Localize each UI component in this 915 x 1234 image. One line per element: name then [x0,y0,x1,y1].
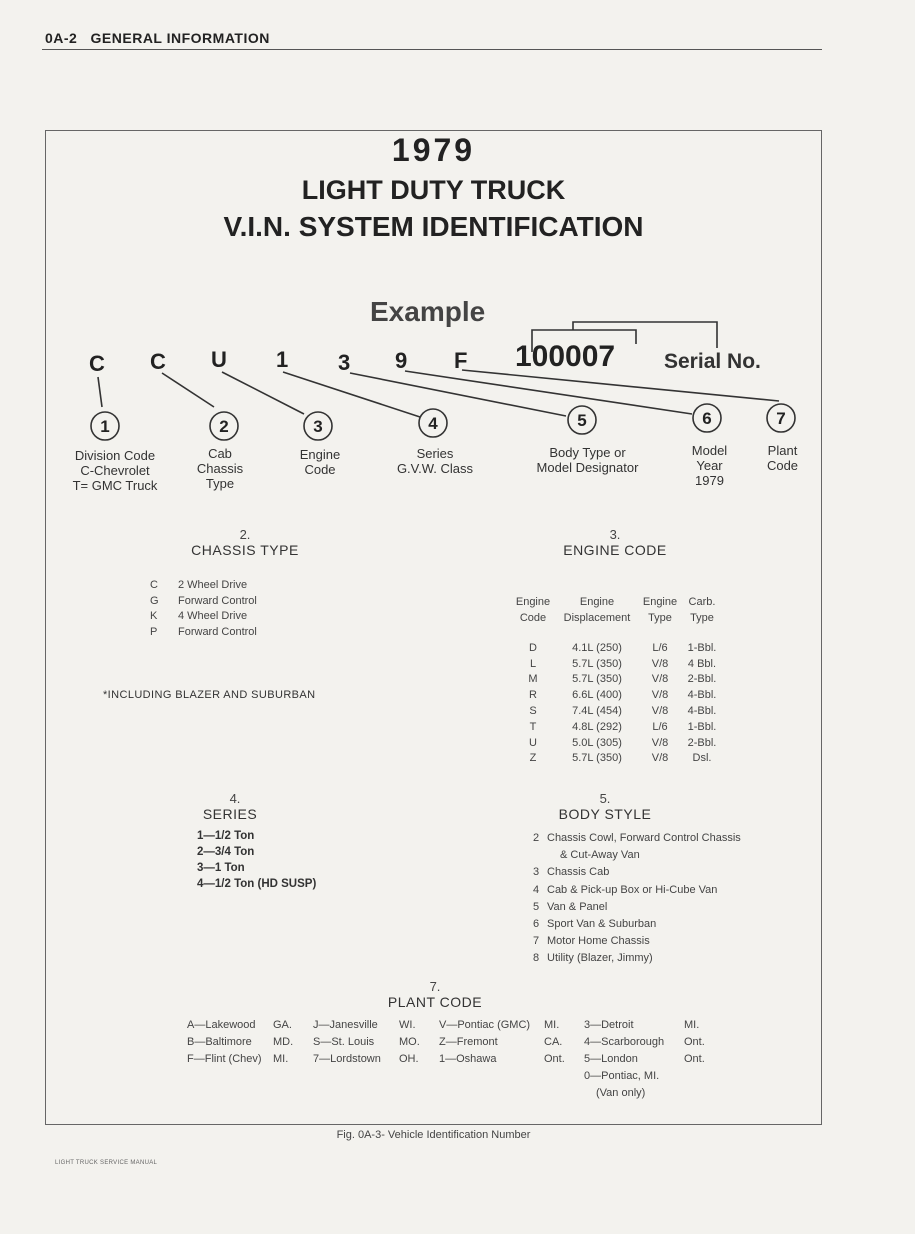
chassis-item: P Forward Control [150,626,257,639]
position-number-5: 5 [577,411,587,430]
chassis-note: *INCLUDING BLAZER AND SUBURBAN [103,689,316,701]
body-item: 7 Motor Home Chassis [533,935,650,948]
body-list [533,830,741,968]
vin-char-4: 1 [276,347,289,372]
engine-table [510,594,722,766]
table-row: D 4.1L (250) L/6 1-Bbl. [529,641,717,654]
vin-char-2: C [150,349,166,374]
table-row: (Van only) [596,1086,646,1099]
series-section-title: SERIES [202,806,258,822]
serial-label: Serial No. [664,350,761,373]
connector-3 [222,372,304,414]
vin-char-7: F [454,348,468,373]
engine-section-title: ENGINE CODE [563,542,667,558]
chassis-list [150,578,257,641]
engine-header-row-1: Engine Engine Engine Carb. [515,596,716,608]
body-section-number: 5. [599,791,611,806]
table-row: F—Flint (Chev) MI. 7—Lordstown OH. 1—Oshawa Ont. 5—London Ont. [187,1052,705,1065]
position-number-6: 6 [702,409,712,428]
body-item-continued: & Cut-Away Van [560,849,640,862]
section-title: GENERAL INFORMATION [90,30,270,46]
title-year: 1979 [391,132,476,168]
position-number-3: 3 [313,417,323,436]
engine-header-row-2: Code Displacement Type Type [519,612,714,624]
series-item: 4—1/2 Ton (HD SUSP) [197,878,317,890]
table-row: T 4.8L (292) L/6 1-Bbl. [529,720,717,733]
body-item: 8 Utility (Blazer, Jimmy) [533,952,653,965]
chassis-section-title: CHASSIS TYPE [191,542,299,558]
position-label-5: Body Type or Model Designator [536,445,639,475]
vin-char-6: 9 [395,348,408,373]
chassis-section-number: 2. [239,527,251,542]
position-label-4: Series G.V.W. Class [396,446,474,476]
table-row: B—Baltimore MD. S—St. Louis MO. Z—Fremont CA. 4—Scarborough Ont. [187,1035,705,1048]
page-footer: LIGHT TRUCK SERVICE MANUAL [55,1160,158,1166]
plant-section-number: 7. [429,979,441,994]
position-label-6: Model Year 1979 [691,443,728,488]
table-row: S 7.4L (454) V/8 4-Bbl. [529,705,717,718]
chassis-item: K 4 Wheel Drive [150,610,248,623]
position-number-4: 4 [428,414,438,433]
series-item: 2—3/4 Ton [197,846,255,858]
plant-table [187,1016,714,1101]
serial-number: 100007 [515,340,616,373]
chassis-item: G Forward Control [150,594,257,607]
body-item: 2 Chassis Cowl, Forward Control Chassis [533,832,741,844]
title-line1: LIGHT DUTY TRUCK [301,175,566,205]
vin-char-1: C [89,351,105,376]
chassis-item: C 2 Wheel Drive [150,579,248,591]
table-row: 0—Pontiac, MI. [584,1069,660,1082]
connector-2 [162,373,214,407]
table-row: M 5.7L (350) V/8 2-Bbl. [528,673,717,686]
series-list [197,828,316,892]
vin-connector-diagram [0,0,915,520]
connector-4 [283,372,420,417]
table-row: A—Lakewood GA. J—Janesville WI. V—Pontiac (GMC) MI. 3—Detroit MI. [187,1018,700,1031]
vin-char-5: 3 [338,350,351,375]
position-number-7: 7 [776,409,786,428]
body-item: 4 Cab & Pick-up Box or Hi-Cube Van [533,883,718,896]
connector-7 [462,370,779,401]
series-item: 3—1 Ton [197,862,245,874]
series-section-number: 4. [229,791,241,806]
connector-1 [98,377,102,407]
position-label-7: Plant Code [766,443,799,473]
position-number-1: 1 [100,417,110,436]
example-label: Example [370,296,486,327]
body-section-title: BODY STYLE [558,806,652,822]
table-row: R 6.6L (400) V/8 4-Bbl. [529,689,717,702]
body-item: 3 Chassis Cab [533,866,610,879]
position-label-3: Engine Code [299,447,341,477]
vin-char-3: U [211,347,227,372]
table-row: Z 5.7L (350) V/8 Dsl. [529,752,712,765]
engine-section-number: 3. [609,527,621,542]
table-row: L 5.7L (350) V/8 4 Bbl. [529,657,717,670]
position-number-2: 2 [219,417,229,436]
figure-caption: Fig. 0A-3- Vehicle Identification Number [336,1129,531,1141]
plant-section-title: PLANT CODE [387,994,483,1010]
body-item: 6 Sport Van & Suburban [533,918,657,931]
position-label-2: Cab Chassis Type [196,446,244,491]
table-row: U 5.0L (305) V/8 2-Bbl. [529,736,717,749]
body-item: 5 Van & Panel [533,900,608,913]
title-line2: V.I.N. SYSTEM IDENTIFICATION [223,211,644,242]
position-label-1: Division Code C-Chevrolet T= GMC Truck [72,448,158,493]
series-item: 1—1/2 Ton [197,830,255,842]
section-code: 0A-2 [45,30,78,46]
